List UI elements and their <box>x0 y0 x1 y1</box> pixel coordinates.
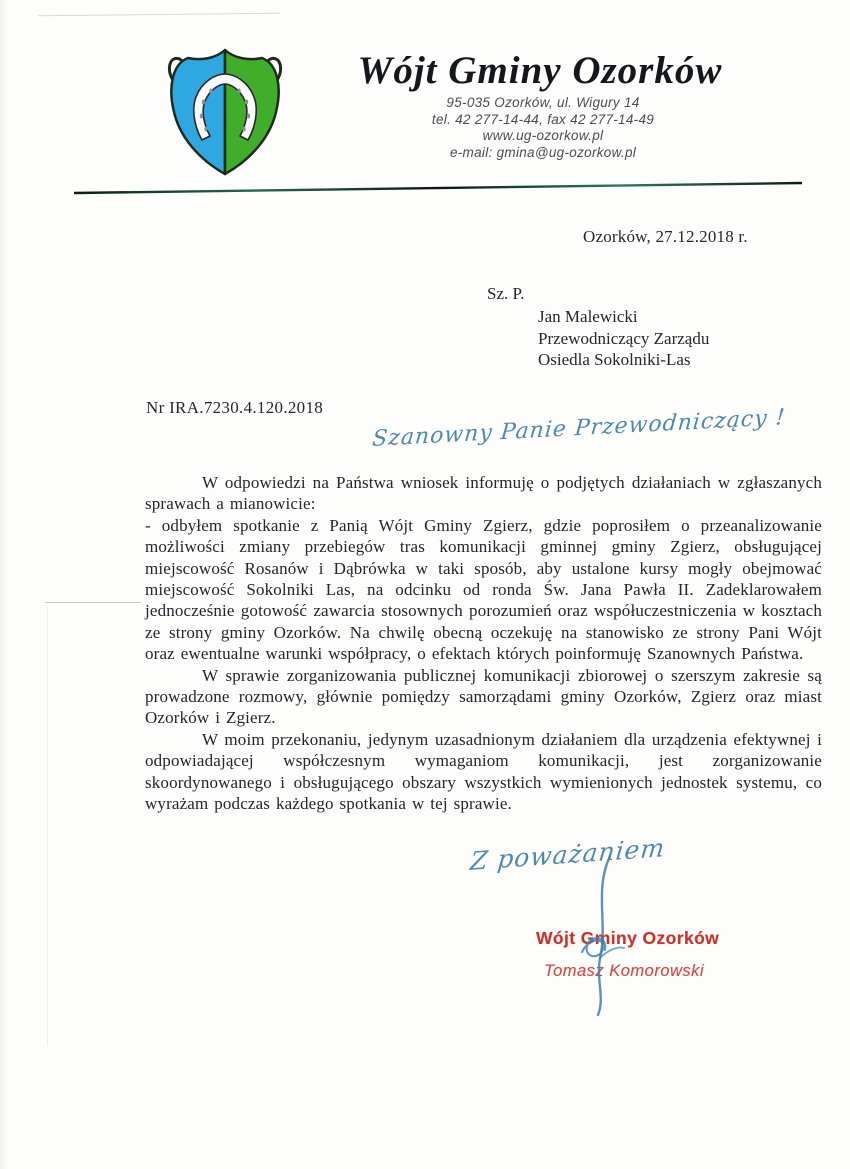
commune-crest-icon <box>158 36 292 176</box>
stamp-office-title: Wójt Gminy Ozorków <box>536 928 720 948</box>
scan-streak-artifact <box>38 13 280 17</box>
recipient-role: Przewodniczący Zarządu <box>538 328 710 348</box>
signature-ink <box>548 852 668 1017</box>
handwritten-closing: Z poważaniem <box>468 833 667 876</box>
letter-body <box>145 472 822 815</box>
address-line-email: e-mail: gmina@ug-ozorkow.pl <box>449 144 637 160</box>
recipient-salutation-prefix: Sz. P. <box>487 284 525 303</box>
date-line: Ozorków, 27.12.2018 r. <box>583 227 748 246</box>
stamp-signer-name: Tomasz Komorowski <box>544 962 705 980</box>
letterhead-address <box>378 95 708 161</box>
handwritten-greeting: Szanowny Panie Przewodniczący ! <box>371 405 787 452</box>
fold-line-artifact <box>47 606 48 1046</box>
body-paragraph: W odpowiedzi na Państwa wniosek informuję o podjętych działaniach w zgłaszanych sprawach a mianowicie: <box>145 473 822 514</box>
recipient-organization: Osiedla Sokolniki-Las <box>538 350 691 369</box>
fold-mark-artifact <box>45 602 141 603</box>
body-paragraph: W moim przekonaniu, jedynym uzasadnionym działaniem dla urządzenia efektywnej i odpowiadającej współczesnym wymaganiom komunikacji, jest zorganizowanie skoordynowanego i obsługującego obszary wszystkich wymienionych jednostek systemu, co wyrażam podczas każdego spotkania w tej sprawie. <box>145 729 822 814</box>
address-line-street: 95-035 Ozorków, ul. Wigury 14 <box>446 95 640 110</box>
recipient-block <box>538 306 709 371</box>
letterhead-separator-rule <box>68 178 808 198</box>
reference-number: Nr IRA.7230.4.120.2018 <box>146 398 324 417</box>
body-paragraph: W sprawie zorganizowania publicznej komunikacji zbiorowej o szerszym zakresie są prowadzone rozmowy, głównie pomiędzy samorządami gminy Ozorków, Zgierz oraz miast Ozorków i Zgierz. <box>145 665 822 728</box>
scan-edge-shade <box>0 0 8 1169</box>
address-line-phone: tel. 42 277-14-44, fax 42 277-14-49 <box>431 111 655 127</box>
recipient-name: Jan Malewicki <box>538 307 638 326</box>
address-line-website: www.ug-ozorkow.pl <box>482 128 604 143</box>
letterhead-title: Wójt Gminy Ozorków <box>357 49 723 92</box>
body-paragraph: - odbyłem spotkanie z Panią Wójt Gminy Zgierz, gdzie poprosiłem o przeanalizowanie możliwości zmiany przebiegów tras komunikacji gminnej gminy Zgierz, obsługującej miejscowość Rosanów i Dąbrówka w taki sposób, aby ustalone kursy mogły obejmować miejscowość Sokolniki Las, na odcinku od ronda Św. Jana Pawła II. Zadeklarowałem jednocześnie gotowość zawarcia stosownych porozumień oraz współuczestniczenia w kosztach ze strony gminy Ozorków. Na chwilę obecną oczekuję na stanowisko ze strony Pani Wójt oraz ewentualne warunki współpracy, o efektach których poinformuję Szanownych Państwa. <box>145 515 822 664</box>
